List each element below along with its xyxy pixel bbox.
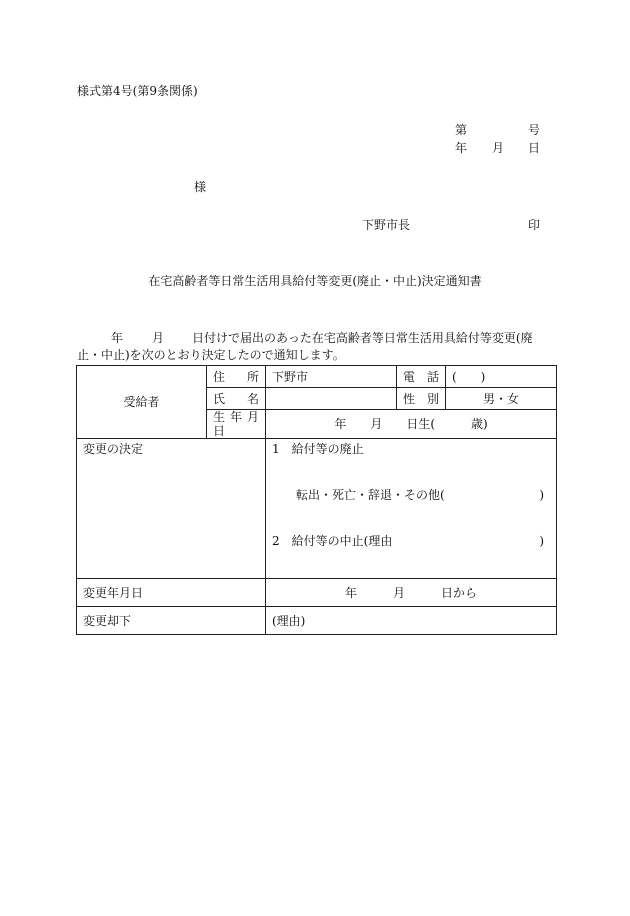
decision-item-abolish: 1 給付等の廃止 (272, 442, 364, 456)
rejection-value: (理由) (266, 607, 557, 635)
decision-options (266, 439, 557, 579)
address-label: 住 所 (207, 366, 266, 388)
name-label: 氏 名 (207, 388, 266, 410)
birthdate-label: 生年月日 (207, 410, 266, 439)
paragraph-year: 年 (111, 331, 124, 345)
sender-name: 下野市長 (362, 218, 411, 232)
document-number-prefix: 第 (455, 123, 468, 137)
table-row (77, 579, 557, 607)
gender-label: 性 別 (397, 388, 446, 410)
date-month-label: 月 (492, 141, 505, 155)
notice-paragraph (77, 330, 553, 364)
date-year-label: 年 (455, 141, 468, 155)
decision-table (76, 365, 557, 635)
change-date-value: 年 月 日から (266, 579, 557, 607)
table-row (77, 607, 557, 635)
date-day-label: 日 (528, 141, 541, 155)
address-value: 下野市 (266, 366, 397, 388)
decision-suspend-close-paren: ) (539, 534, 544, 548)
decision-abolish-reasons: 転出・死亡・辞退・その他( (296, 488, 445, 502)
paragraph-month: 月 (152, 331, 165, 345)
recipient-label: 受給者 (77, 366, 207, 439)
form-number: 様式第4号(第9条関係) (77, 84, 198, 98)
phone-label: 電 話 (397, 366, 446, 388)
decision-label: 変更の決定 (77, 439, 266, 579)
gender-value: 男・女 (446, 388, 557, 410)
seal-mark: 印 (528, 218, 541, 232)
change-date-label: 変更年月日 (77, 579, 266, 607)
table-row (77, 366, 557, 388)
addressee-honorific: 様 (194, 180, 207, 194)
table-row (77, 439, 557, 579)
paragraph-body: 日付けで届出のあった在宅高齢者等日常生活用具給付等変更(廃止・中止)を次のとおり決定したので通知します。 (77, 331, 533, 362)
phone-value: ( ) (446, 366, 557, 388)
decision-abolish-close-paren: ) (539, 488, 544, 502)
document-title: 在宅高齢者等日常生活用具給付等変更(廃止・中止)決定通知書 (148, 274, 482, 288)
decision-item-suspend: 2 給付等の中止(理由 (272, 534, 393, 548)
document-number-suffix: 号 (528, 123, 541, 137)
rejection-label: 変更却下 (77, 607, 266, 635)
birthdate-value: 年 月 日生( 歳) (266, 410, 557, 439)
name-value (266, 388, 397, 410)
